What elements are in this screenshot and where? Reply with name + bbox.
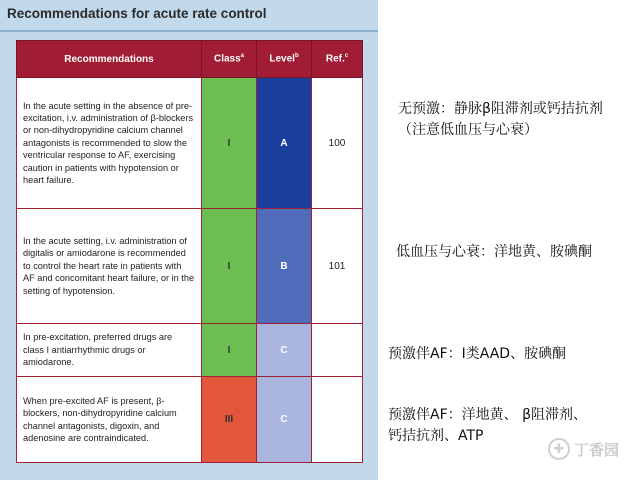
note-line: （注意低血压与心衰） bbox=[398, 122, 538, 138]
ref-cell bbox=[312, 324, 363, 377]
class-cell: III bbox=[202, 377, 257, 463]
level-cell: C bbox=[257, 324, 312, 377]
note-line: 无预激：静脉β阻滞剂或钙拮抗剂 bbox=[398, 101, 603, 117]
watermark bbox=[548, 438, 619, 460]
header-level: Level$^b$ bbox=[257, 41, 312, 78]
note-hypotension-heart-failure bbox=[396, 242, 592, 263]
recommendation-text: In pre-excitation, preferred drugs are class I antiarrhythmic drugs or amiodarone. bbox=[17, 324, 202, 377]
header-class: Class$^a$ bbox=[202, 41, 257, 78]
recommendations-table bbox=[16, 40, 363, 463]
table-row bbox=[17, 78, 363, 209]
recommendation-text: In the acute setting in the absence of pre-excitation, i.v. administration of β-blockers or non-dihydropyridine calcium channel antagonists is recommended to slow the ventricular response to AF, exercising caution in patients with hypotension or heart failure. bbox=[17, 78, 202, 209]
header-recommendations: Recommendations bbox=[17, 41, 202, 78]
recommendation-text: When pre-excited AF is present, β-blockers, non-dihydropyridine calcium channel antagonists, digoxin, and adenosine are contraindicated. bbox=[17, 377, 202, 463]
level-cell: B bbox=[257, 209, 312, 324]
level-cell: C bbox=[257, 377, 312, 463]
note-line: 低血压与心衰：洋地黄、胺碘酮 bbox=[396, 244, 592, 260]
note-preexcited-af-preferred bbox=[388, 344, 566, 365]
level-cell: A bbox=[257, 78, 312, 209]
table-header-row bbox=[17, 41, 363, 78]
recommendation-text: In the acute setting, i.v. administration of digitalis or amiodarone is recommended to control the heart rate in patients with AF and concomitant heart failure, or in the setting of hypotension. bbox=[17, 209, 202, 324]
ref-cell: 101 bbox=[312, 209, 363, 324]
note-line: 预激伴AF：洋地黄、 β阻滞剂、 bbox=[388, 407, 588, 423]
header-ref: Ref.$^c$ bbox=[312, 41, 363, 78]
dxy-logo-icon: ✚ bbox=[548, 438, 570, 460]
table-row bbox=[17, 209, 363, 324]
note-line: 预激伴AF：I类AAD、胺碘酮 bbox=[388, 346, 567, 362]
table-row bbox=[17, 377, 363, 463]
note-line: 钙拮抗剂、ATP bbox=[388, 428, 484, 444]
title-divider bbox=[0, 30, 378, 32]
panel-title: Recommendations for acute rate control bbox=[7, 6, 267, 21]
class-cell: I bbox=[202, 78, 257, 209]
class-cell: I bbox=[202, 209, 257, 324]
note-no-preexcitation bbox=[398, 99, 603, 141]
ref-cell: 100 bbox=[312, 78, 363, 209]
watermark-text: 丁香园 bbox=[574, 440, 620, 459]
ref-cell bbox=[312, 377, 363, 463]
class-cell: I bbox=[202, 324, 257, 377]
table-row bbox=[17, 324, 363, 377]
